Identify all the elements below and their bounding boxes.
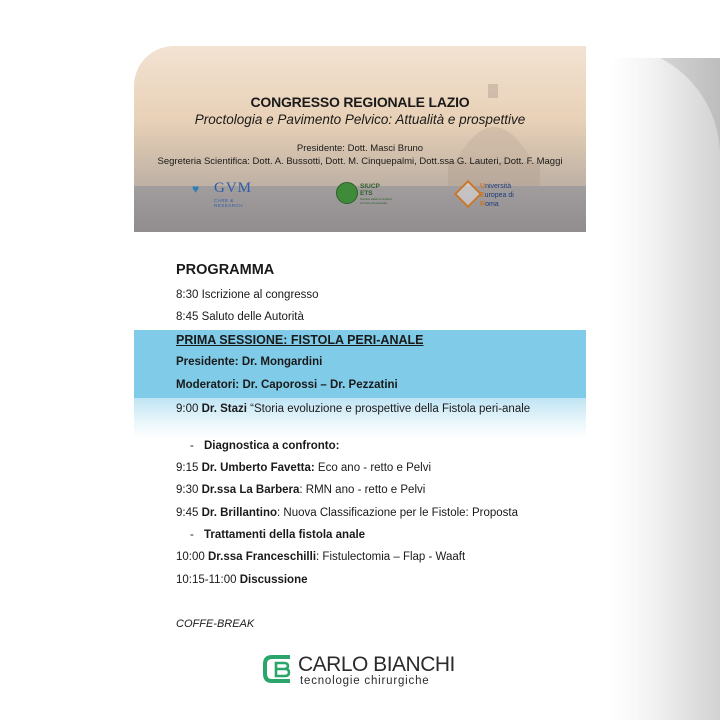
congress-subtitle: Proctologia e Pavimento Pelvico: Attualità e prospettive: [194, 112, 526, 127]
universita-logo-text: Università Europea di Roma: [480, 183, 514, 208]
gvm-logo-subtext: CARE & RESEARCH: [214, 198, 244, 208]
gvm-logo: [192, 180, 262, 214]
session-moderators: Moderatori: Dr. Caporossi – Dr. Pezzatini: [176, 379, 398, 391]
carlo-bianchi-mark-icon: [262, 653, 294, 685]
programme-item: 8:45 Saluto delle Autorità: [176, 311, 304, 323]
sponsor-name: CARLO BIANCHI: [298, 653, 455, 676]
talk-item: 9:45 Dr. Brillantino: Nuova Classificazione per le Fistole: Proposta: [176, 507, 518, 519]
talk-item: 10:00 Dr.ssa Franceschilli: Fistulectomia – Flap - Waaft: [176, 551, 466, 563]
subsection-dash: -: [190, 440, 194, 452]
talk-item: 9:00 Dr. Stazi “Storia evoluzione e prospettive della Fistola peri-anale: [176, 403, 531, 415]
scientific-secretariat: Segreteria Scientifica: Dott. A. Bussotti, Dott. M. Cinquepalmi, Dott.ssa G. Lauteri, Dott. F. Maggi: [157, 156, 563, 167]
talk-item: 9:30 Dr.ssa La Barbera: RMN ano - retto e Pelvi: [176, 484, 426, 496]
gvm-logo-text: GVM: [214, 180, 253, 196]
talk-item: 10:15-11:00 Discussione: [176, 574, 308, 586]
session-president: Presidente: Dr. Mongardini: [176, 356, 323, 368]
carlo-bianchi-logo: [262, 651, 472, 691]
subsection-heading: Diagnostica a confronto:: [204, 440, 340, 452]
siucp-name: SIUCP: [360, 183, 380, 190]
siucp-logo: [336, 182, 396, 212]
siucp-emblem-icon: [336, 182, 358, 204]
siucp-logo-subtext: Società Italiana Unitaria di Colon-Proctologia: [360, 197, 392, 205]
universita-europea-logo: [454, 180, 534, 214]
siucp-logo-text: [360, 183, 380, 197]
sponsor-tagline: tecnologie chirurgiche: [300, 675, 430, 687]
header-banner: [134, 46, 586, 232]
siucp-name2: ETS: [360, 190, 373, 197]
programme-title: PROGRAMMA: [176, 262, 275, 278]
subsection-heading: Trattamenti della fistola anale: [204, 529, 366, 541]
congress-title: CONGRESSO REGIONALE LAZIO: [250, 94, 470, 110]
coffee-break: COFFE-BREAK: [176, 618, 255, 630]
programme-item: 8:30 Iscrizione al congresso: [176, 289, 319, 301]
congress-president: Presidente: Dott. Masci Bruno: [296, 143, 424, 154]
page-curl-shade: [610, 46, 720, 720]
session-title: PRIMA SESSIONE: FISTOLA PERI-ANALE: [176, 333, 424, 347]
universita-emblem-icon: [454, 180, 482, 208]
talk-item: 9:15 Dr. Umberto Favetta: Eco ano - retto e Pelvi: [176, 462, 432, 474]
subsection-dash: -: [190, 529, 194, 541]
heart-icon: ♥: [192, 182, 200, 196]
